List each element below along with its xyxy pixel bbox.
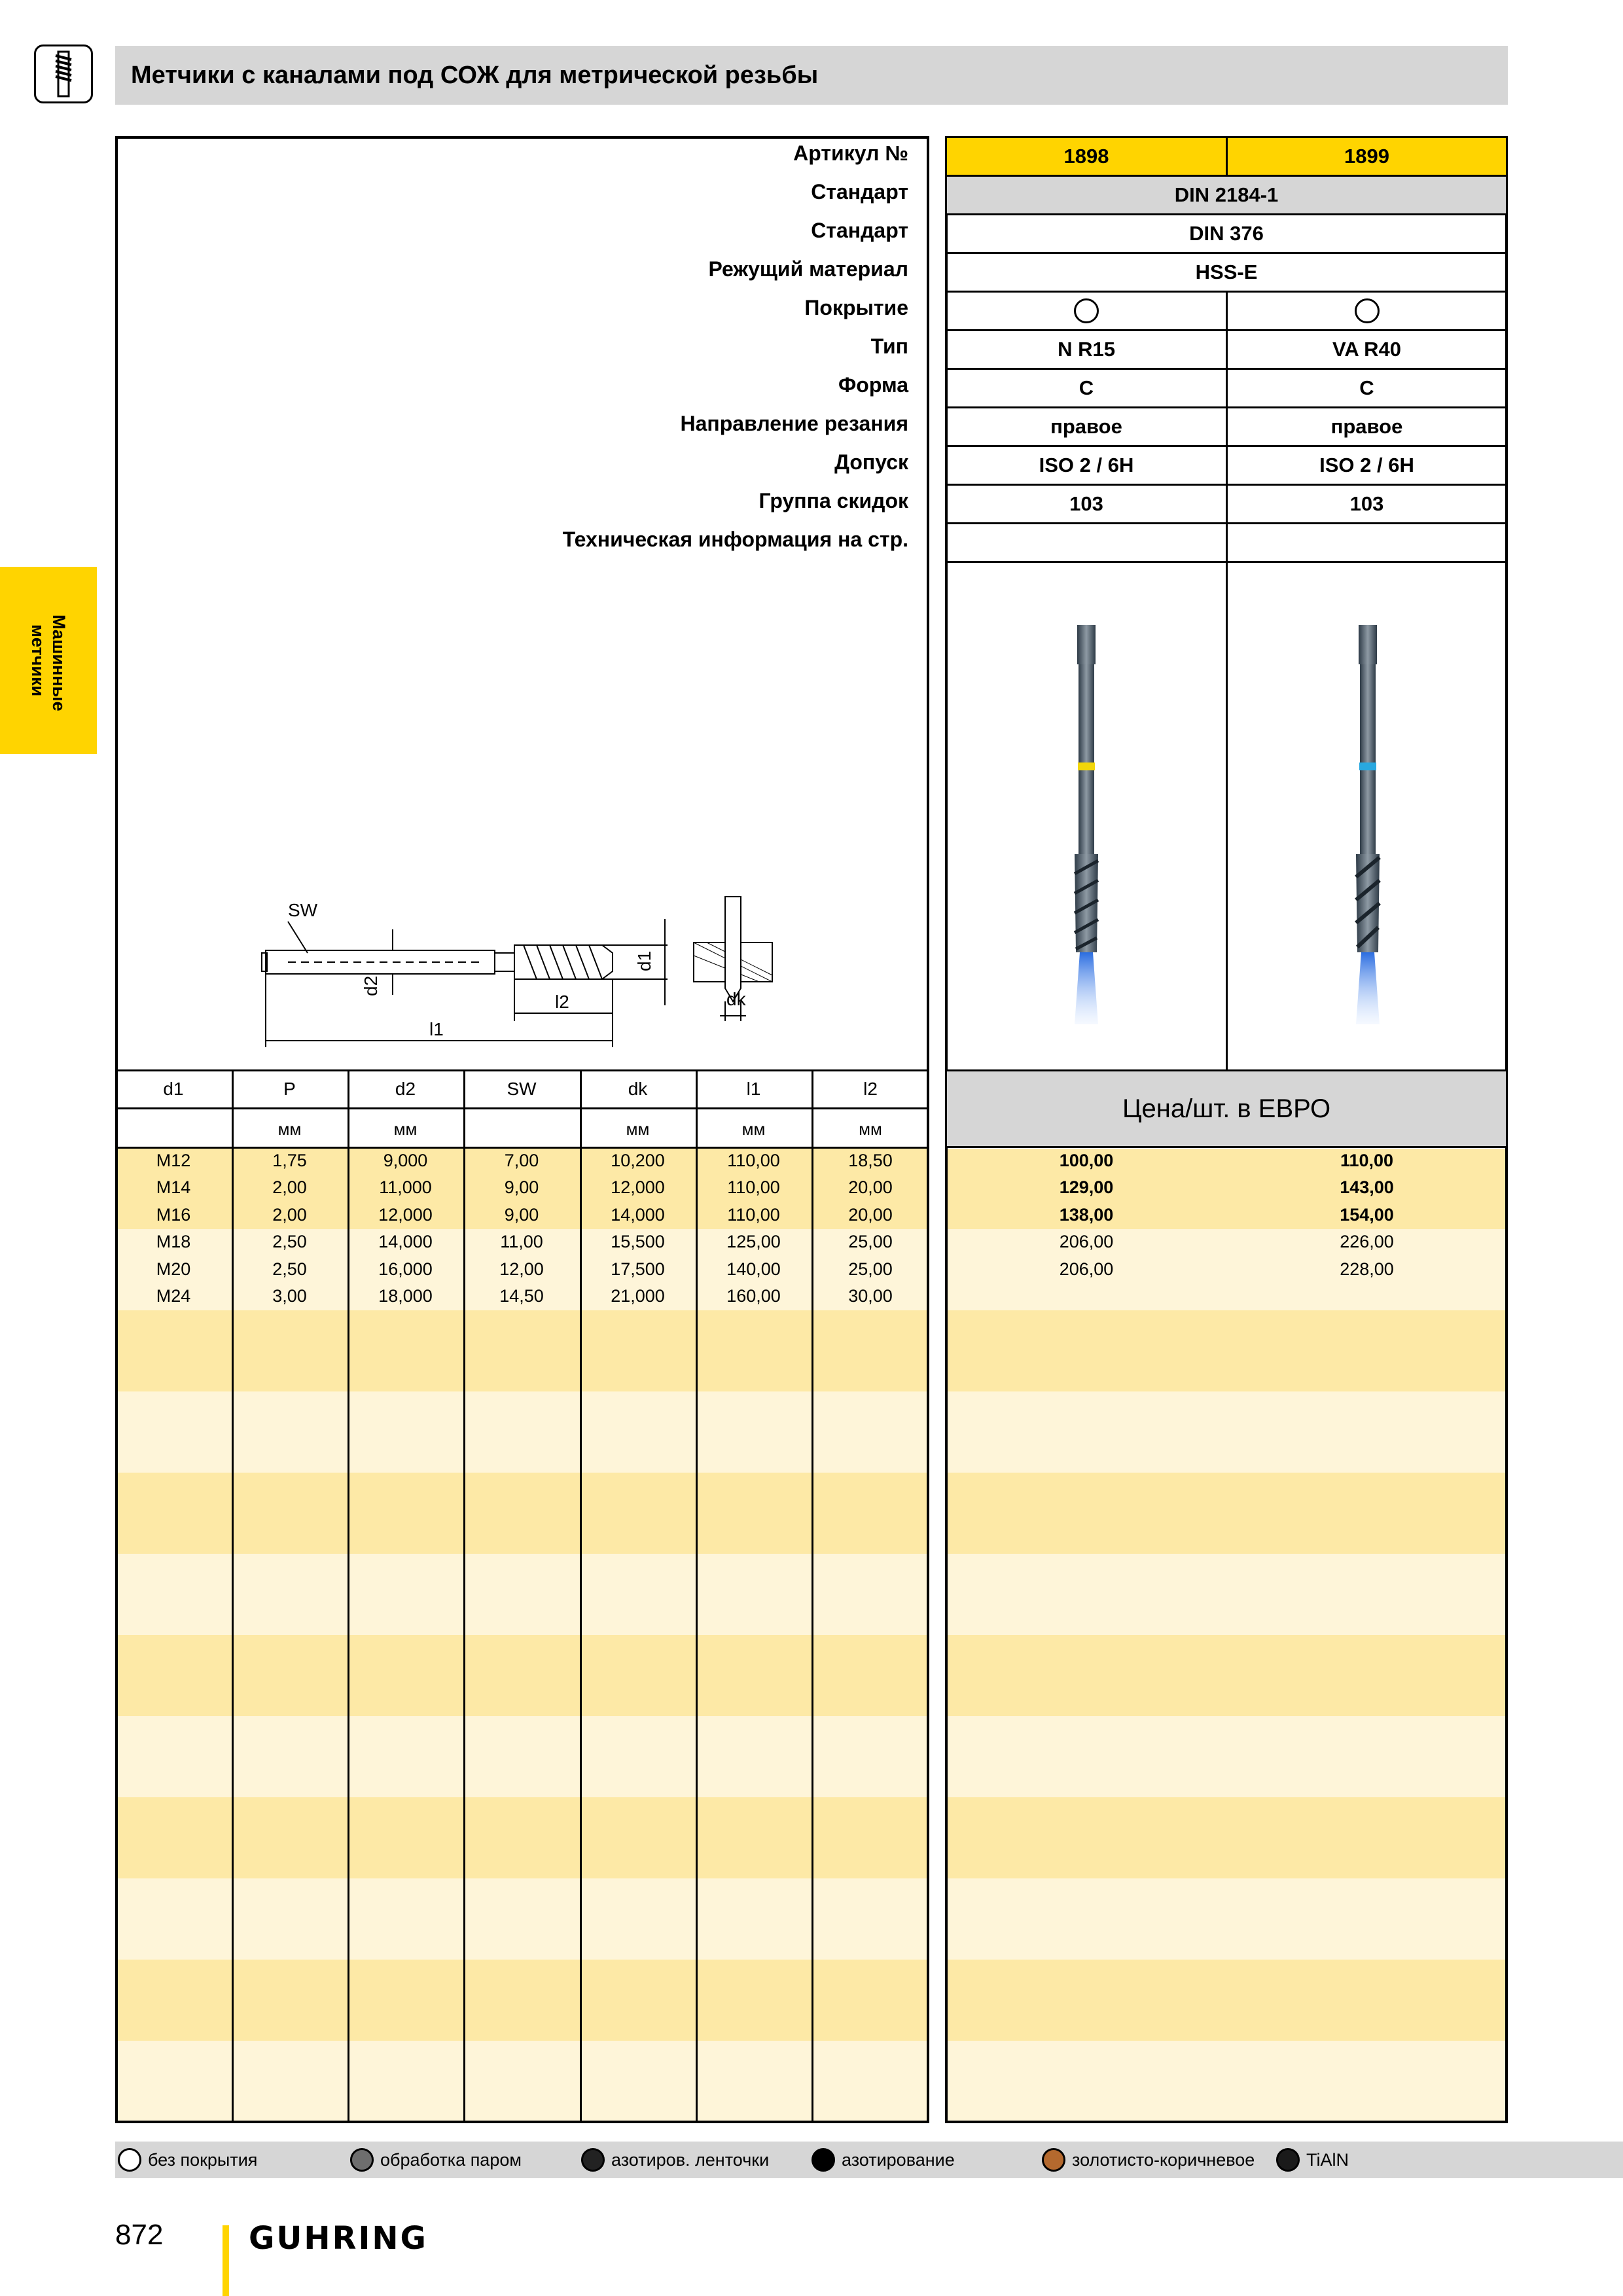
label-direction: Направление резания	[680, 412, 908, 435]
label-sw: SW	[288, 900, 318, 920]
price-1898: 138,00	[1059, 1204, 1114, 1225]
right-band	[948, 2041, 1505, 2121]
table-cell: 110,00	[727, 1151, 780, 1170]
tech-info-2	[1226, 522, 1508, 563]
table-cell: 20,00	[848, 1177, 893, 1198]
table-cell: 10,200	[611, 1151, 665, 1170]
table-cell: M24	[156, 1286, 191, 1306]
label-d2: d2	[361, 975, 381, 996]
label-discount: Группа скидок	[758, 489, 908, 512]
legend-label: азотирование	[842, 2149, 955, 2170]
table-cell: 9,00	[504, 1204, 539, 1225]
left-band	[118, 1960, 927, 2041]
coating-dot-icon	[812, 2148, 835, 2172]
col-header-3: SW	[507, 1079, 537, 1099]
table-cell: 2,00	[272, 1204, 307, 1225]
legend-item	[581, 2142, 769, 2178]
coating-dot-icon	[581, 2148, 605, 2172]
coating-dot-icon	[350, 2148, 374, 2172]
column-line	[580, 1069, 582, 2123]
cutting-material: HSS-E	[945, 252, 1508, 293]
table-cell: 1,75	[272, 1151, 307, 1170]
type-2: VA R40	[1226, 329, 1508, 370]
col-header-6: l2	[863, 1079, 878, 1099]
left-band	[118, 1310, 927, 1391]
right-band	[948, 1797, 1505, 1878]
left-band	[118, 1716, 927, 1797]
table-cell: 25,00	[848, 1259, 893, 1279]
legend-label: обработка паром	[380, 2149, 522, 2170]
col-unit-6: мм	[859, 1119, 882, 1139]
column-line	[232, 1069, 234, 2123]
table-cell: 3,00	[272, 1286, 307, 1306]
legend-label: TiAlN	[1306, 2149, 1349, 2170]
legend-label: без покрытия	[148, 2149, 258, 2170]
right-band	[948, 1391, 1505, 1473]
col-header-2: d2	[395, 1079, 416, 1099]
col-header-0: d1	[163, 1079, 184, 1099]
discount-1: 103	[945, 484, 1228, 524]
table-cell: 160,00	[726, 1286, 781, 1306]
label-l2: l2	[555, 992, 569, 1012]
table-cell: 21,000	[611, 1286, 665, 1306]
price-1899: 228,00	[1340, 1259, 1394, 1279]
left-band	[118, 1473, 927, 1554]
brand-logo: GUHRING	[249, 2220, 428, 2257]
price-1898: 129,00	[1059, 1177, 1114, 1198]
table-cell: 14,000	[611, 1204, 665, 1225]
price-1899: 143,00	[1340, 1177, 1394, 1198]
article-1899: 1899	[1226, 136, 1508, 177]
price-1898: 206,00	[1059, 1259, 1114, 1279]
left-band	[118, 1554, 927, 1635]
label-form: Форма	[838, 373, 908, 397]
price-1898: 206,00	[1059, 1232, 1114, 1252]
header-line-top	[115, 1069, 929, 1071]
table-cell: 125,00	[726, 1232, 781, 1252]
table-cell: M20	[156, 1259, 191, 1279]
tolerance-2: ISO 2 / 6H	[1226, 445, 1508, 486]
legend-item	[1276, 2142, 1349, 2178]
label-coating: Покрытие	[804, 296, 908, 319]
right-band	[948, 1960, 1505, 2041]
coating-cell-1	[945, 291, 1228, 331]
price-1899: 154,00	[1340, 1204, 1394, 1225]
table-cell: M16	[156, 1204, 191, 1225]
legend-label: золотисто-коричневое	[1072, 2149, 1255, 2170]
header-line-mid	[115, 1107, 929, 1109]
col-unit-5: мм	[741, 1119, 766, 1139]
table-cell: 20,00	[848, 1204, 893, 1225]
article-1898: 1898	[945, 136, 1228, 177]
table-cell: 140,00	[726, 1259, 781, 1279]
table-cell: 110,00	[727, 1204, 780, 1225]
price-1898: 100,00	[1059, 1151, 1114, 1170]
table-cell: 30,00	[848, 1286, 893, 1306]
direction-2: правое	[1226, 406, 1508, 447]
col-header-5: l1	[746, 1079, 761, 1099]
table-cell: 12,000	[611, 1177, 665, 1198]
right-band	[948, 1473, 1505, 1554]
right-band	[948, 1635, 1505, 1716]
legend-label: азотиров. ленточки	[611, 2149, 770, 2170]
legend-item	[1042, 2142, 1255, 2178]
page-title: Метчики с каналами под СОЖ для метрической резьбы	[131, 62, 819, 89]
form-1: C	[945, 368, 1228, 408]
table-cell: 15,500	[611, 1232, 665, 1252]
table-cell: 18,000	[378, 1286, 433, 1306]
table-cell: 2,00	[272, 1177, 307, 1198]
label-d1: d1	[634, 950, 654, 971]
table-cell: 7,00	[504, 1151, 539, 1170]
table-cell: 11,000	[379, 1177, 432, 1198]
left-band	[118, 1635, 927, 1716]
side-tab-text: Машинные метчики	[28, 615, 69, 711]
right-band	[948, 1878, 1505, 1960]
tap-icon	[34, 45, 93, 103]
left-band	[118, 2041, 927, 2121]
right-band	[948, 1716, 1505, 1797]
left-band	[118, 1878, 927, 1960]
col-unit-1: мм	[277, 1119, 302, 1139]
table-cell: 14,000	[378, 1232, 433, 1252]
coating-dot-icon	[1042, 2148, 1065, 2172]
tolerance-1: ISO 2 / 6H	[945, 445, 1228, 486]
label-dk: dk	[726, 989, 746, 1009]
table-cell: 9,00	[504, 1177, 539, 1198]
tap-photo-1899	[1342, 625, 1394, 1031]
table-cell: 18,50	[848, 1151, 893, 1170]
standard-din-2184: DIN 2184-1	[945, 175, 1508, 215]
coating-dot-icon	[118, 2148, 141, 2172]
table-cell: 110,00	[727, 1177, 780, 1198]
left-band	[118, 1391, 927, 1473]
label-type: Тип	[870, 334, 908, 358]
table-cell: 14,50	[499, 1286, 544, 1306]
standard-din-376: DIN 376	[945, 213, 1508, 254]
col-header-4: dk	[628, 1079, 648, 1099]
right-band	[948, 1310, 1505, 1391]
left-band	[118, 1797, 927, 1878]
legend-item	[118, 2142, 257, 2178]
table-cell: 11,00	[500, 1232, 543, 1252]
table-cell: 12,000	[378, 1204, 433, 1225]
page-number: 872	[115, 2219, 164, 2251]
col-header-1: P	[283, 1079, 296, 1099]
table-cell: M12	[156, 1151, 191, 1170]
column-line	[348, 1069, 349, 2123]
column-line	[696, 1069, 698, 2123]
table-cell: 25,00	[848, 1232, 893, 1252]
tap-photo-1898	[1060, 625, 1113, 1031]
table-cell: 16,000	[378, 1259, 433, 1279]
coating-cell-2	[1226, 291, 1508, 331]
table-cell: 2,50	[272, 1232, 307, 1252]
label-l1: l1	[429, 1019, 444, 1039]
side-tab-label	[0, 567, 97, 754]
uncoated-icon	[1074, 298, 1099, 323]
table-cell: M14	[156, 1177, 191, 1198]
tech-info-1	[945, 522, 1228, 563]
uncoated-icon	[1355, 298, 1380, 323]
price-1899: 110,00	[1340, 1151, 1394, 1170]
column-line	[812, 1069, 813, 2123]
discount-2: 103	[1226, 484, 1508, 524]
legend-item	[812, 2142, 955, 2178]
label-standard-1: Стандарт	[811, 180, 908, 204]
label-article: Артикул №	[793, 141, 908, 165]
col-unit-2: мм	[393, 1119, 418, 1139]
price-heading: Цена/шт. в ЕВРО	[945, 1069, 1508, 1148]
form-2: C	[1226, 368, 1508, 408]
coating-dot-icon	[1276, 2148, 1300, 2172]
column-line	[463, 1069, 465, 2123]
table-cell: 2,50	[272, 1259, 307, 1279]
table-cell: 12,00	[499, 1259, 544, 1279]
label-standard-2: Стандарт	[811, 219, 908, 242]
table-cell: 17,500	[611, 1259, 665, 1279]
col-unit-4: мм	[626, 1119, 650, 1139]
right-band	[948, 1554, 1505, 1635]
direction-1: правое	[945, 406, 1228, 447]
label-tolerance: Допуск	[834, 450, 908, 474]
label-tech-info: Техническая информация на стр.	[562, 528, 908, 551]
table-cell: 9,000	[383, 1151, 428, 1170]
type-1: N R15	[945, 329, 1228, 370]
tap-technical-drawing	[249, 890, 798, 1060]
footer-accent-line	[223, 2225, 229, 2296]
legend-item	[350, 2142, 522, 2178]
table-cell: M18	[156, 1232, 191, 1252]
label-material: Режущий материал	[708, 257, 908, 281]
price-1899: 226,00	[1340, 1232, 1394, 1252]
